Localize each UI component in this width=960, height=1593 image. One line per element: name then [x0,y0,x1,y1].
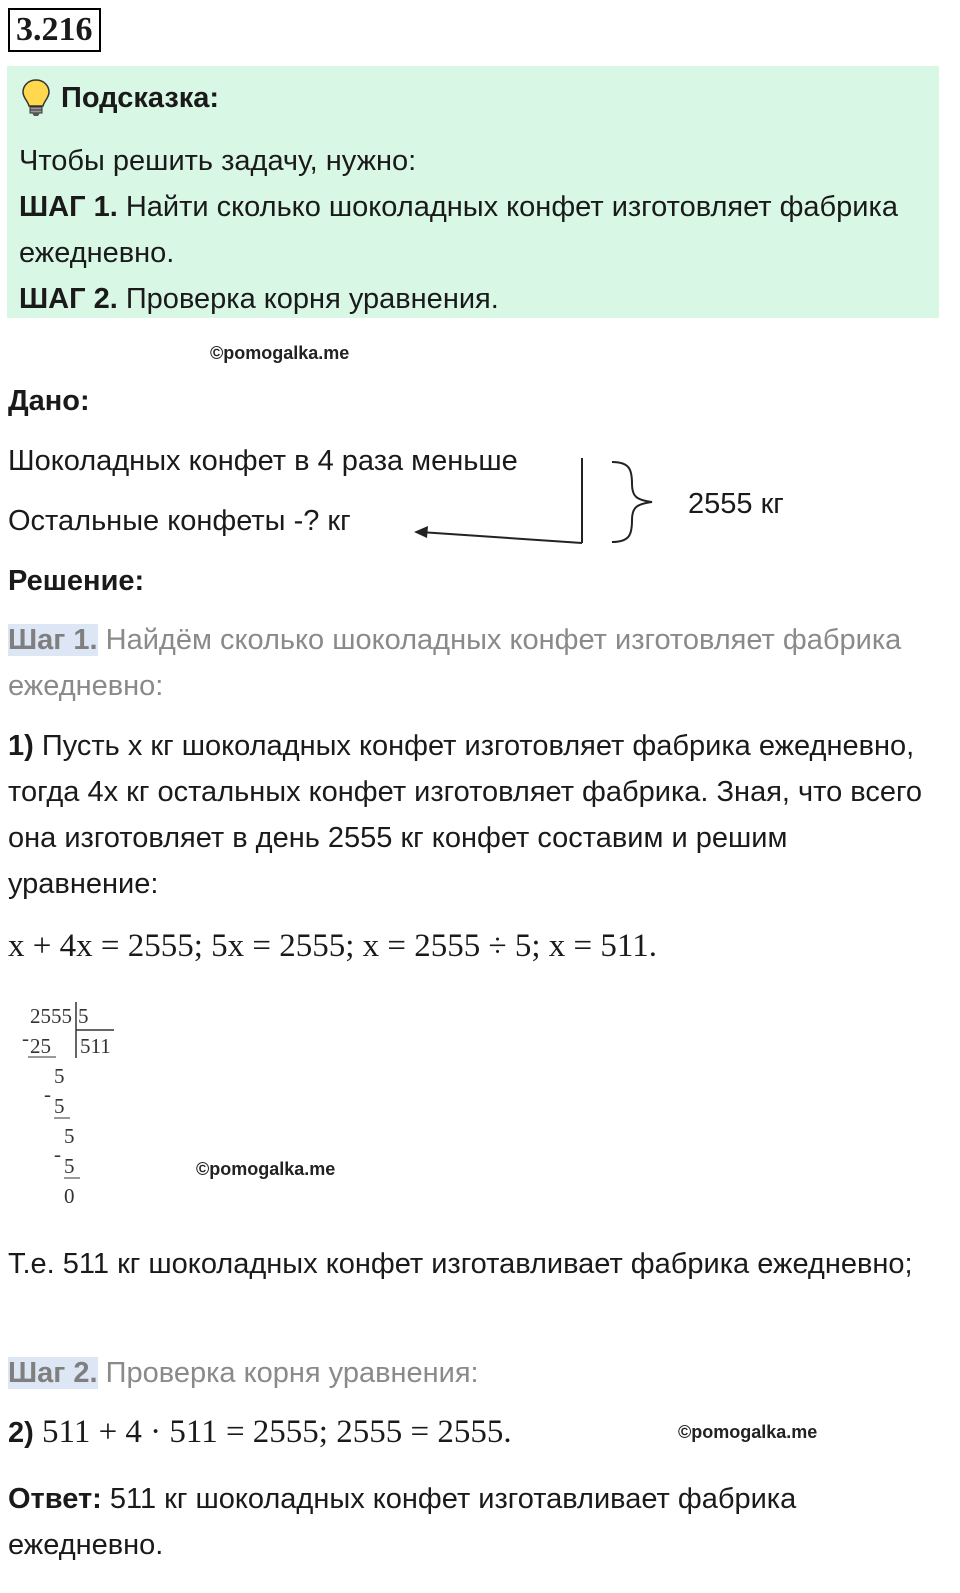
quotient: 511 [80,1034,111,1058]
step-2-tag: Шаг 2. [8,1357,98,1389]
given-line-1: Шоколадных конфет в 4 раза меньше [8,445,518,477]
division-step: 0 [64,1184,75,1208]
division-step: 5 [64,1124,75,1148]
problem-number: 3.216 [8,8,101,52]
curly-brace [612,462,652,542]
equation: x + 4x = 2555; 5x = 2555; x = 2555 ÷ 5; x = 511. [8,928,657,964]
given-heading: Дано: [8,385,90,417]
lightbulb-icon [21,78,51,118]
division-step: 5 [64,1154,75,1178]
part-1-paragraph: 1) Пусть x кг шоколадных конфет изготовляет фабрика ежедневно, тогда 4x кг остальных конфет изготовляет фабрика. Зная, что всего она изготовляет в день 2555 кг конфет составим и решим уравнение: [8,730,923,900]
hint-title: Подсказка: [21,78,219,118]
hint-box [7,66,939,318]
step-2-line: Шаг 2. Проверка корня уравнения: [8,1357,479,1389]
hint-step-2: ШАГ 2. Проверка корня уравнения. [19,283,499,315]
given-line-2: Остальные конфеты -? кг [8,505,351,537]
solution-heading: Решение: [8,565,145,597]
hint-step-1: ШАГ 1. Найти сколько шоколадных конфет изготовляет фабрика ежедневно. [19,191,898,269]
watermark: ©pomogalka.me [210,343,350,363]
long-division-lines [20,1000,130,1210]
step-1-line: Шаг 1. Найдём сколько шоколадных конфет изготовляет фабрика ежедневно: [8,624,902,702]
minus-sign: - [22,1026,29,1050]
divisor: 5 [78,1004,89,1028]
part-2-line: 2) 511 + 4 · 511 = 2555; 2555 = 2555. [8,1414,512,1450]
step-1-tag: Шаг 1. [8,624,98,656]
conclusion: Т.е. 511 кг шоколадных конфет изготавливает фабрика ежедневно; [8,1248,913,1280]
division-step: 5 [54,1064,65,1088]
arrowhead [414,526,428,538]
division-step: 5 [54,1094,65,1118]
dividend: 2555 [30,1004,72,1028]
watermark: ©pomogalka.me [678,1422,818,1442]
minus-sign: - [44,1082,51,1106]
arrow-line [420,532,582,543]
watermark: ©pomogalka.me [196,1159,336,1179]
hint-intro: Чтобы решить задачу, нужно: [19,145,417,177]
answer: Ответ: 511 кг шоколадных конфет изготавливает фабрика ежедневно. [8,1483,797,1561]
division-step: 25 [30,1034,51,1058]
given-diagram [400,450,680,550]
given-total: 2555 кг [688,488,784,520]
hint-text [19,138,919,322]
long-division [20,1000,130,1210]
minus-sign: - [54,1142,61,1166]
